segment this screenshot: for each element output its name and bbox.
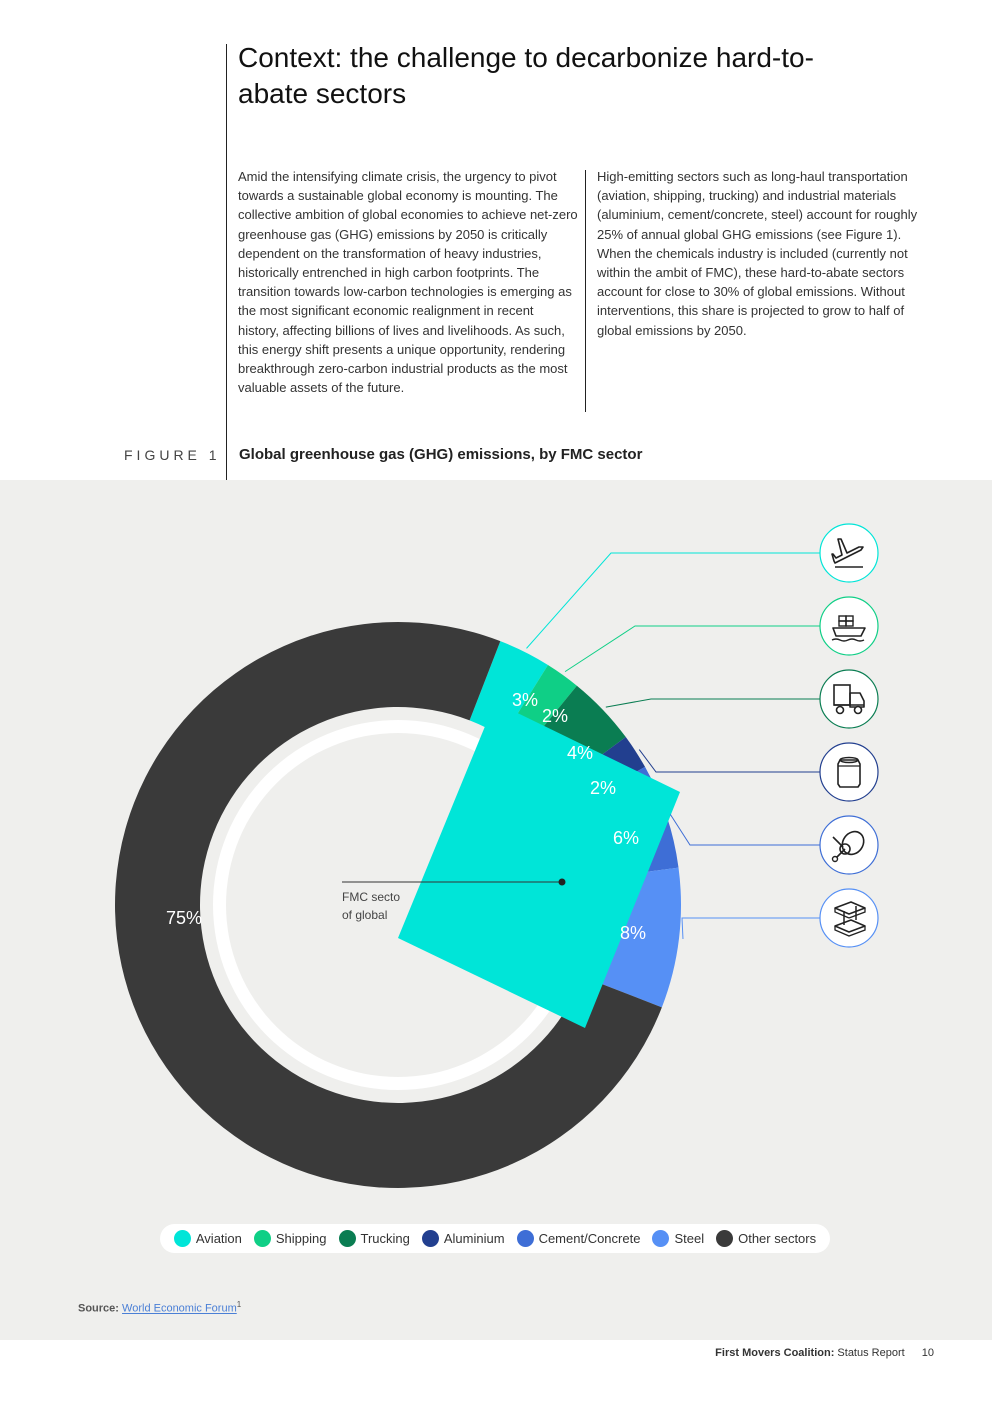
legend-item-aluminium	[422, 1230, 505, 1247]
header-rule	[226, 44, 227, 480]
source-footnote: 1	[236, 1300, 242, 1309]
legend-label: Cement/Concrete	[538, 1231, 641, 1246]
value-label-cement-concrete: 6%	[612, 828, 640, 848]
legend-item-steel	[652, 1230, 704, 1247]
intro-paragraph-2: High-emitting sectors such as long-haul transportation (aviation, shipping, trucking) and industrial materials (aluminium, cement/concrete, steel) account for roughly 25% of annual global GHG emissions (see Figure 1). When the chemicals industry is included (currently not within the ambit of FMC), these hard-to-abate sectors account for close to 30% of global emissions. Without interventions, this share is projected to grow to half of global emissions by 2050.	[597, 169, 918, 338]
center-label-line: FMC secto	[342, 890, 401, 904]
legend-swatch	[422, 1230, 439, 1247]
column-divider	[585, 170, 586, 412]
value-label-shipping: 2%	[541, 706, 569, 726]
icon-badge-aviation	[820, 524, 878, 582]
value-label-aviation: 3%	[511, 690, 539, 710]
legend-swatch	[254, 1230, 271, 1247]
legend-swatch	[339, 1230, 356, 1247]
value-label-other-sectors: 75%	[165, 908, 203, 928]
connector-aluminium	[639, 750, 820, 772]
legend-item-trucking	[339, 1230, 410, 1247]
value-label-aluminium: 2%	[589, 778, 617, 798]
intro-paragraph-1: Amid the intensifying climate crisis, the urgency to pivot towards a sustainable global economy is mounting. The collective ambition of global economies to achieve net-zero greenhouse gas (GHG) emissions by 2050 is critically dependent on the transformation of heavy industries, historically entrenched in high carbon footprints. The transition towards low-carbon technologies is emerging as the most significant economic realignment in recent history, affecting billions of lives and livelihoods. As such, this energy shift presents a unique opportunity, rendering breakthrough zero-carbon industrial products as the most valuable assets of the future.	[238, 169, 578, 396]
figure-label: FIGURE 1	[124, 447, 221, 463]
page-footer	[715, 1347, 934, 1359]
legend-label: Other sectors	[738, 1231, 817, 1246]
legend-item-cement-concrete	[517, 1230, 641, 1247]
chart-legend	[160, 1224, 830, 1253]
legend-label: Trucking	[360, 1231, 410, 1246]
connector-cement-concrete	[670, 814, 820, 845]
value-label-steel: 8%	[619, 923, 647, 943]
legend-label: Steel	[674, 1231, 705, 1246]
icon-badge-aluminium	[820, 743, 878, 801]
legend-swatch	[716, 1230, 733, 1247]
legend-label: Aviation	[195, 1231, 242, 1246]
source-note	[78, 1300, 241, 1315]
value-label-trucking: 4%	[566, 743, 594, 763]
legend-item-other-sectors	[716, 1230, 816, 1247]
center-label-line: of global	[342, 908, 388, 922]
connector-steel	[682, 918, 820, 939]
legend-label: Shipping	[275, 1231, 327, 1246]
connector-shipping	[565, 626, 820, 672]
center-pointer-dot	[559, 879, 566, 886]
legend-swatch	[652, 1230, 669, 1247]
source-prefix: Source:	[78, 1302, 119, 1315]
figure-title: Global greenhouse gas (GHG) emissions, by FMC sector	[239, 446, 643, 463]
legend-label: Aluminium	[443, 1231, 505, 1246]
connector-trucking	[606, 699, 820, 707]
footer-report-name: First Movers Coalition:	[715, 1347, 835, 1359]
page-title: Context: the challenge to decarbonize hard-to-abate sectors	[238, 42, 814, 109]
legend-item-shipping	[254, 1230, 327, 1247]
legend-swatch	[174, 1230, 191, 1247]
connector-aviation	[527, 553, 820, 648]
legend-item-aviation	[174, 1230, 242, 1247]
icon-badge-trucking	[820, 670, 878, 728]
footer-report-type: Status Report	[837, 1347, 905, 1359]
legend-swatch	[517, 1230, 534, 1247]
emissions-donut-chart	[0, 480, 992, 1220]
source-link[interactable]: World Economic Forum	[122, 1302, 237, 1315]
page-number: 10	[921, 1347, 934, 1359]
